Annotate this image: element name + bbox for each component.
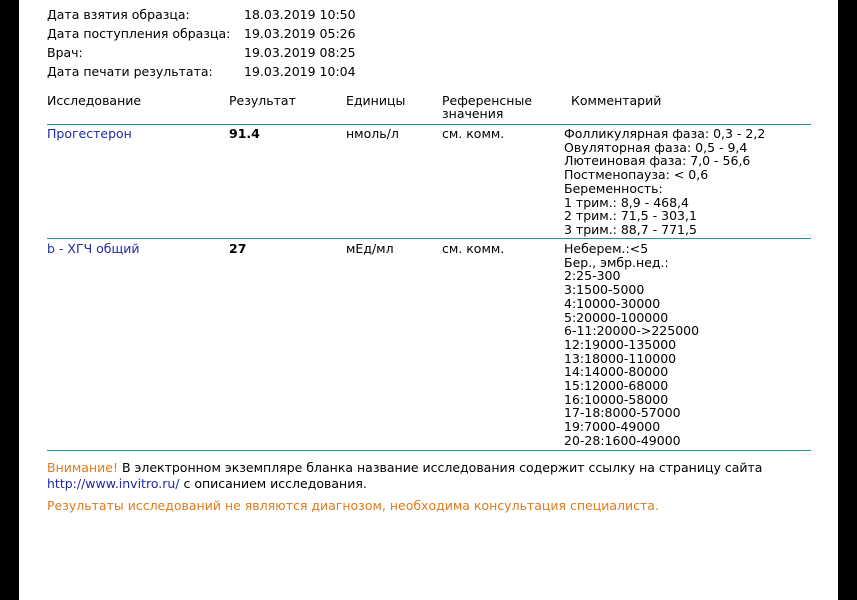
comment-line: 2:25-300: [564, 268, 621, 284]
comment-block: [564, 127, 765, 237]
comment-line: 17-18:8000-57000: [564, 405, 681, 421]
report-page: [19, 0, 838, 600]
notice-line-1: [47, 460, 762, 476]
comment-line: 5:20000-100000: [564, 309, 669, 325]
test-name-link[interactable]: Прогестерон: [47, 126, 132, 141]
notice-line-2: [47, 476, 762, 492]
comment-line: Лютеиновая фаза: 7,0 - 56,6: [564, 153, 751, 169]
comment-line: Беременность:: [564, 180, 663, 196]
header-reference: [442, 94, 532, 120]
header-comment: Комментарий: [571, 93, 662, 108]
comment-line: Постменопауза: < 0,6: [564, 167, 709, 183]
result-value: 27: [229, 241, 247, 256]
table-divider: [47, 450, 811, 451]
comment-line: 2 трим.: 71,5 - 303,1: [564, 208, 697, 224]
units-value: мЕд/мл: [346, 241, 394, 256]
comment-line: 13:18000-110000: [564, 350, 677, 366]
comment-line: Овуляторная фаза: 0,5 - 9,4: [564, 139, 748, 155]
header-reference-line2: значения: [442, 106, 504, 121]
disclaimer-text: Результаты исследований не являются диагнозом, необходима консультация специалиста.: [47, 498, 659, 513]
test-name-link[interactable]: b - ХГЧ общий: [47, 241, 140, 256]
comment-line: 19:7000-49000: [564, 419, 661, 435]
comment-line: 3 трим.: 88,7 - 771,5: [564, 221, 697, 237]
units-value: нмоль/л: [346, 126, 399, 141]
header-units: Единицы: [346, 93, 406, 108]
notice-text: В электронном экземпляре бланка название исследования содержит ссылку на страницу сайта: [117, 460, 763, 475]
comment-line: 1 трим.: 8,9 - 468,4: [564, 194, 689, 210]
header-test: Исследование: [47, 93, 142, 108]
info-label: Дата печати результата:: [47, 64, 213, 79]
comment-line: Бер., эмбр.нед.:: [564, 254, 669, 270]
comment-line: 14:14000-80000: [564, 364, 669, 380]
invitro-link[interactable]: http://www.invitro.ru/: [47, 476, 180, 491]
info-value: 19.03.2019 05:26: [244, 26, 356, 41]
header-reference-line1: Референсные: [442, 93, 533, 108]
notice-block: [47, 460, 762, 492]
reference-value: см. комм.: [442, 241, 505, 256]
reference-value: см. комм.: [442, 126, 505, 141]
result-value: 91.4: [229, 126, 260, 141]
comment-block: [564, 242, 699, 448]
comment-line: 6-11:20000->225000: [564, 323, 700, 339]
info-label: Врач:: [47, 45, 83, 60]
notice-text-2: с описанием исследования.: [179, 476, 367, 491]
info-value: 18.03.2019 10:50: [244, 7, 356, 22]
info-label: Дата взятия образца:: [47, 7, 190, 22]
comment-line: 12:19000-135000: [564, 336, 677, 352]
header-result: Результат: [229, 93, 296, 108]
comment-line: 20-28:1600-49000: [564, 432, 681, 448]
warning-label: Внимание!: [47, 460, 118, 475]
table-divider: [47, 124, 811, 125]
comment-line: 3:1500-5000: [564, 282, 645, 298]
table-divider: [47, 238, 811, 239]
comment-line: 15:12000-68000: [564, 378, 669, 394]
comment-line: Фолликулярная фаза: 0,3 - 2,2: [564, 126, 766, 141]
comment-line: Неберем.:<5: [564, 241, 649, 256]
info-value: 19.03.2019 10:04: [244, 64, 356, 79]
info-label: Дата поступления образца:: [47, 26, 231, 41]
comment-line: 4:10000-30000: [564, 295, 661, 311]
comment-line: 16:10000-58000: [564, 391, 669, 407]
info-value: 19.03.2019 08:25: [244, 45, 356, 60]
